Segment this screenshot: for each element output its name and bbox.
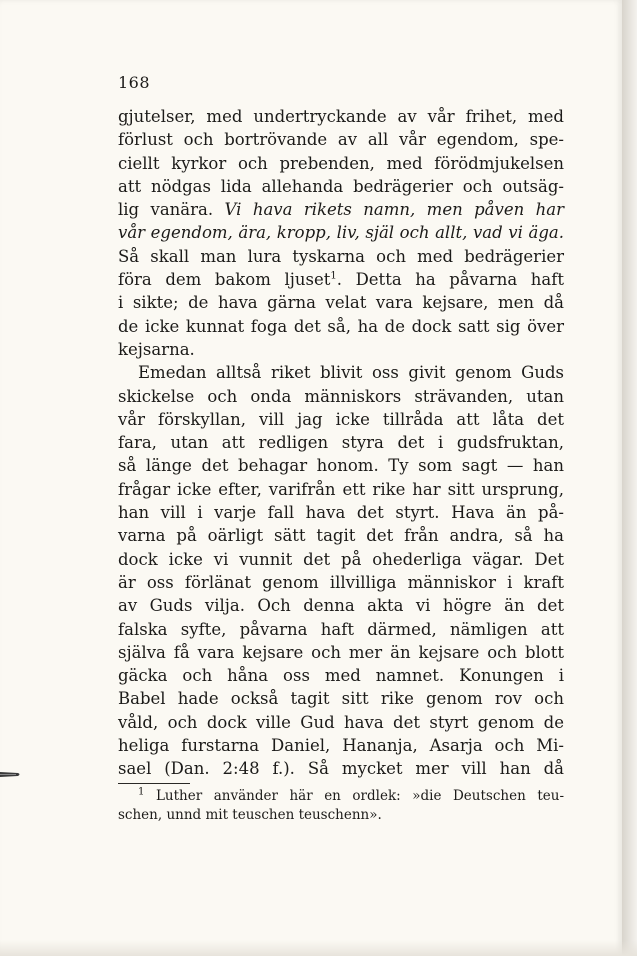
- text-line: heliga furstarna Daniel, Hananja, Asarja och Mi-: [118, 736, 564, 756]
- footnote-ref: 1: [330, 270, 337, 282]
- text-line: fara, utan att redligen styra det i gudsfruktan,: [118, 433, 564, 453]
- text-span: föra dem bakom ljuset: [118, 270, 331, 290]
- footnote-rule: [118, 783, 190, 784]
- italic-span: Vi hava rikets namn, men påven har: [224, 200, 564, 220]
- italic-span: vår egendom, ära, kropp, liv, själ och allt, vad vi äga.: [118, 223, 564, 243]
- text-line: skickelse och onda människors strävanden, utan: [118, 386, 564, 406]
- text-line: [118, 268, 564, 291]
- text-line: i sikte; de hava gärna velat vara kejsare, men då: [118, 293, 564, 313]
- text-line: varna på oärligt sätt tagit det från andra, så ha: [118, 526, 564, 546]
- text-line: sael (Dan. 2:48 f.). Så mycket mer vill han då: [118, 759, 564, 779]
- text-line: våld, och dock ville Gud hava det styrt genom de: [118, 712, 564, 732]
- text-line: av Guds vilja. Och denna akta vi högre än det: [118, 596, 564, 616]
- binder-clip-icon: [0, 764, 22, 786]
- text-span: . Detta ha påvarna haft: [336, 270, 564, 290]
- text-line: förlust och bortrövande av all vår egendom, spe-: [118, 130, 564, 150]
- text-line: Så skall man lura tyskarna och med bedrägerier: [118, 246, 564, 266]
- scan-shadow: [0, 940, 637, 956]
- footnote-marker: 1: [138, 786, 145, 798]
- text-line: är oss förlänat genom illvilliga människor i kraft: [118, 572, 564, 592]
- page-edge: [622, 0, 637, 956]
- text-line: dock icke vi vunnit det på ohederliga vägar. Det: [118, 549, 564, 569]
- text-line: ciellt kyrkor och prebenden, med förödmjukelsen: [118, 153, 564, 173]
- text-line: frågar icke efter, varifrån ett rike har sitt ursprung,: [118, 479, 564, 499]
- text-line: Babel hade också tagit sitt rike genom rov och: [118, 689, 564, 709]
- text-line: han vill i varje fall hava det styrt. Hava än på-: [118, 503, 564, 523]
- text-line: Emedan alltså riket blivit oss givit genom Guds: [138, 363, 564, 383]
- text-line: [118, 221, 564, 244]
- page-number: 168: [118, 73, 151, 92]
- text-line: att nödgas lida allehanda bedrägerier och outsäg-: [118, 176, 564, 196]
- footnote-line: schen, unnd mit teuschen teuschenn».: [118, 807, 382, 824]
- text-line: kejsarna.: [118, 339, 195, 359]
- text-line: falska syfte, påvarna haft därmed, nämligen att: [118, 619, 564, 639]
- text-span: lig vanära.: [118, 200, 214, 220]
- footnote-text: Luther använder här en ordlek: »die Deutschen teu-: [155, 787, 565, 804]
- text-line: de icke kunnat foga det så, ha de dock satt sig över: [118, 316, 564, 336]
- text-line: [118, 198, 564, 221]
- text-line: gäcka och håna oss med namnet. Konungen i: [118, 666, 564, 686]
- page-text: [118, 72, 564, 826]
- text-line: gjutelser, med undertryckande av vår frihet, med: [118, 107, 564, 126]
- text-line: själva få vara kejsare och mer än kejsare och blott: [118, 642, 564, 662]
- text-line: så länge det behagar honom. Ty som sagt — han: [118, 456, 564, 476]
- text-line: vår förskyllan, vill jag icke tillråda att låta det: [118, 409, 564, 429]
- footnote-line: [118, 787, 564, 807]
